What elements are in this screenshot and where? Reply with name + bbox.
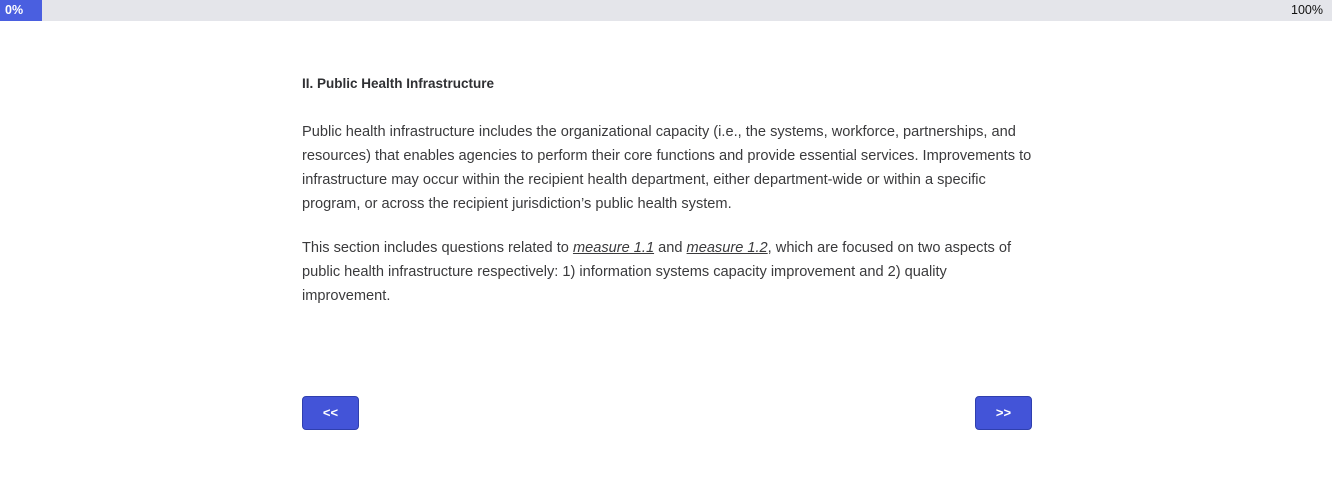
- progress-bar: [0, 0, 1332, 21]
- measure-1-2-reference: measure 1.2: [686, 239, 768, 256]
- progress-bar-fill: [0, 0, 42, 21]
- page-title: II. Public Health Infrastructure: [302, 76, 495, 91]
- previous-button[interactable]: <<: [302, 396, 359, 430]
- navigation-buttons: [302, 396, 1032, 432]
- measures-paragraph: [302, 236, 1032, 308]
- measures-text-part-3: , which are focused on two aspects of public health infrastructure respectively: 1) information systems capacity improvement and 2) quality improvement.: [302, 239, 1012, 304]
- measure-1-1-reference: measure 1.1: [572, 239, 655, 256]
- intro-paragraph: Public health infrastructure includes the organizational capacity (i.e., the systems, workforce, partnerships, and resources) that enables agencies to perform their core functions and provide essential services. Improvements to infrastructure may occur within the recipient health department, either department-wide or within a specific program, or across the recipient jurisdiction’s public health system.: [302, 123, 1032, 212]
- survey-page: [0, 21, 1332, 477]
- next-button[interactable]: >>: [975, 396, 1032, 430]
- progress-end-label: 100%: [1291, 3, 1323, 17]
- progress-start-label: 0%: [5, 3, 24, 17]
- measures-text-part-2: and: [654, 239, 687, 256]
- measures-text-part-1: This section includes questions related to: [302, 239, 573, 256]
- survey-content: [302, 75, 1032, 308]
